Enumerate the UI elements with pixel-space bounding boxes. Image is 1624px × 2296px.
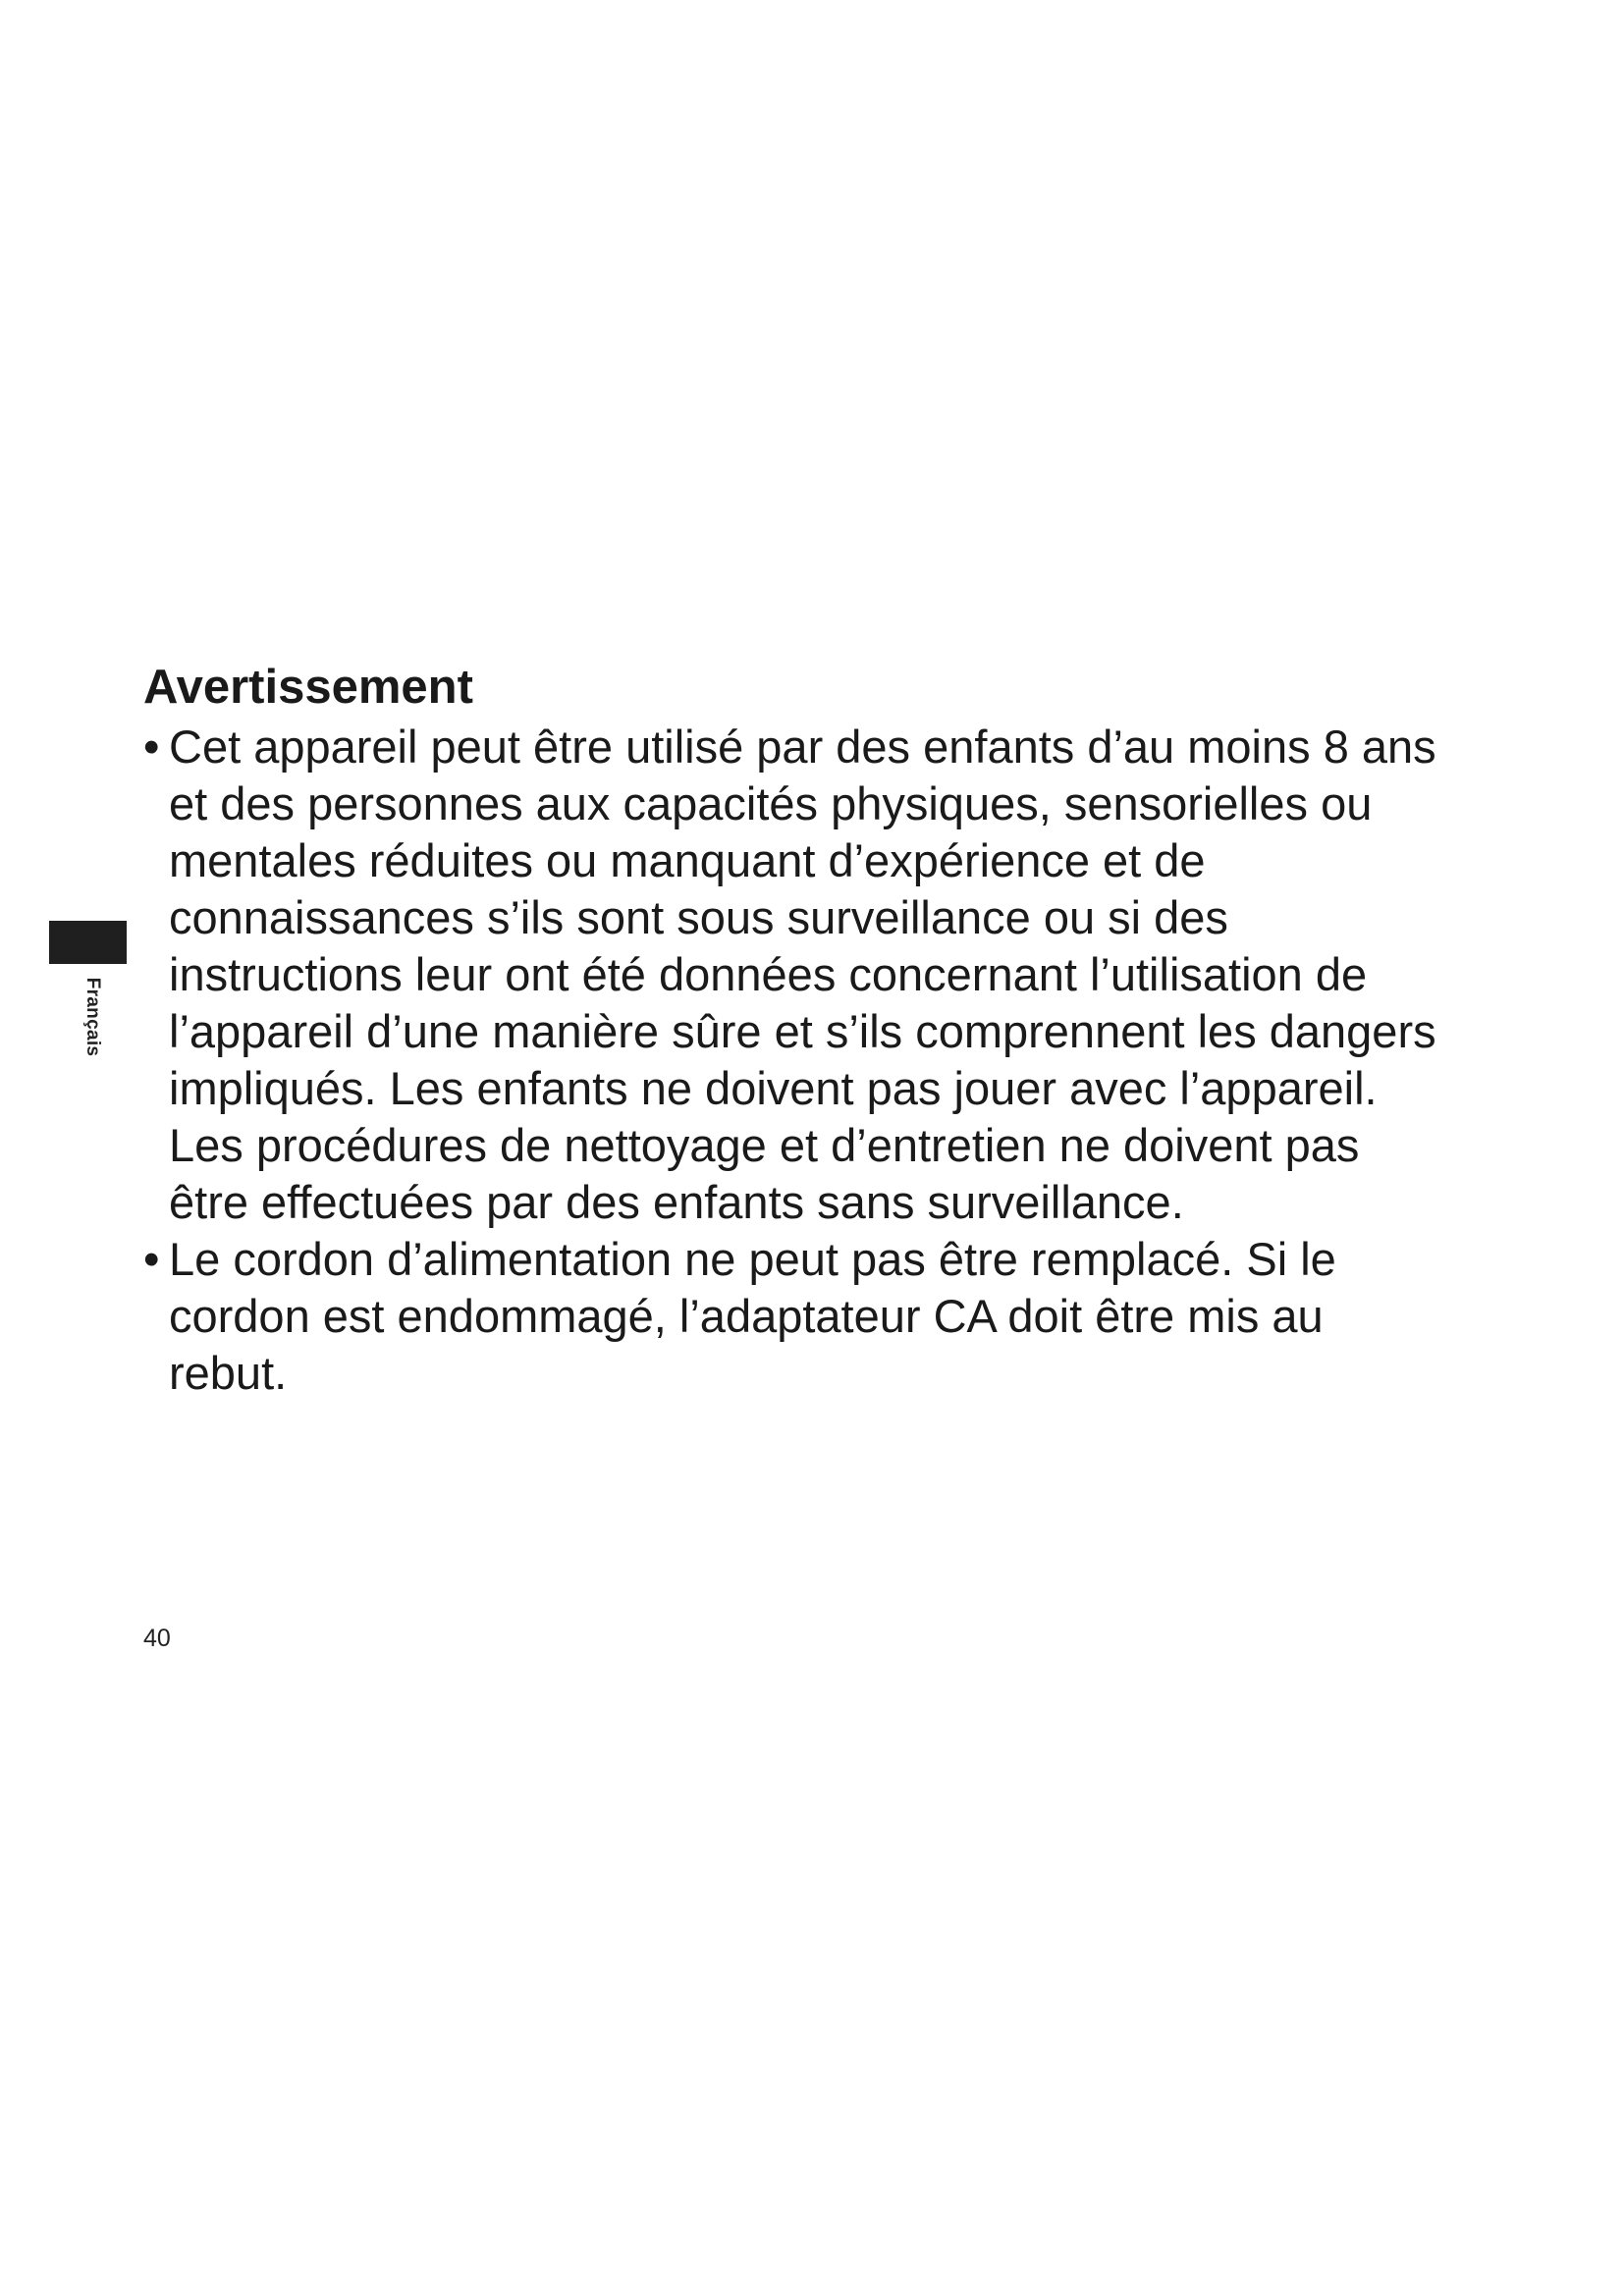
bullet-icon: • bbox=[143, 721, 160, 773]
warning-text-line: être effectuées par des enfants sans surveillance. bbox=[169, 1176, 1184, 1228]
warning-text-line: et des personnes aux capacités physiques, sensorielles ou bbox=[169, 777, 1373, 829]
warning-text-line: mentales réduites ou manquant d’expérience et de bbox=[169, 834, 1206, 886]
warning-text-line: rebut. bbox=[169, 1347, 288, 1399]
section-heading: Avertissement bbox=[143, 661, 473, 714]
warning-text-line: connaissances s’ils sont sous surveillance ou si des bbox=[169, 891, 1228, 943]
warning-text-line: Les procédures de nettoyage et d’entretien ne doivent pas bbox=[169, 1119, 1360, 1171]
warning-item bbox=[143, 719, 1518, 1231]
warning-item bbox=[143, 1231, 1518, 1402]
warning-text-line: l’appareil d’une manière sûre et s’ils comprennent les dangers bbox=[169, 1005, 1436, 1057]
bullet-icon: • bbox=[143, 1233, 160, 1285]
warning-text-line: Le cordon d’alimentation ne peut pas être remplacé. Si le bbox=[169, 1233, 1336, 1285]
warning-text-line: cordon est endommagé, l’adaptateur CA doit être mis au bbox=[169, 1290, 1324, 1342]
warning-text-line: instructions leur ont été données concernant l’utilisation de bbox=[169, 948, 1368, 1000]
language-tab-label: Français bbox=[82, 977, 103, 1057]
language-tab-marker bbox=[49, 921, 127, 964]
warning-list bbox=[143, 719, 1518, 1402]
warning-text-line: impliqués. Les enfants ne doivent pas jouer avec l’appareil. bbox=[169, 1062, 1378, 1114]
page-number: 40 bbox=[143, 1625, 171, 1652]
warning-section bbox=[143, 658, 1518, 1402]
warning-text-line: Cet appareil peut être utilisé par des enfants d’au moins 8 ans bbox=[169, 721, 1436, 773]
